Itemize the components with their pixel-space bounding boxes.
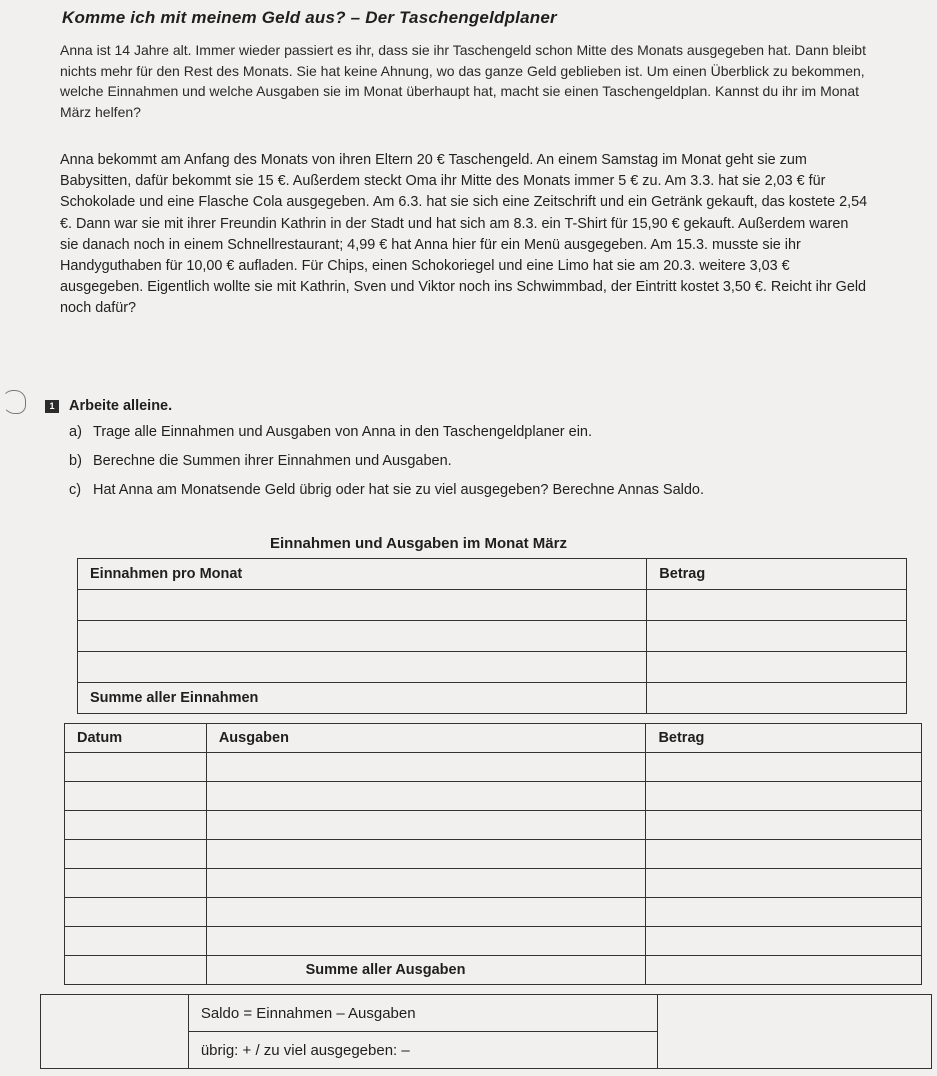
task-item-text: Berechne die Summen ihrer Einnahmen und Ausgaben. [93, 453, 452, 469]
date-cell[interactable] [65, 782, 207, 811]
amount-cell[interactable] [646, 840, 922, 869]
task-number-icon: 1 [45, 400, 59, 413]
income-table [77, 558, 907, 714]
amount-cell[interactable] [646, 753, 922, 782]
expense-cell[interactable] [206, 898, 646, 927]
date-cell [65, 956, 207, 985]
task-item-text: Hat Anna am Monatsende Geld übrig oder hat sie zu viel ausgegeben? Berechne Annas Saldo. [93, 482, 705, 498]
task-block [45, 398, 885, 511]
table-row [65, 898, 922, 927]
saldo-result-cell[interactable] [658, 995, 932, 1069]
task-heading-text: Arbeite alleine. [69, 398, 173, 414]
expense-sum-cell[interactable] [646, 956, 922, 985]
date-cell[interactable] [65, 927, 207, 956]
task-item-c [69, 482, 885, 498]
task-item-text: Trage alle Einnahmen und Ausgaben von Anna in den Taschengeldplaner ein. [93, 424, 593, 440]
saldo-hint: übrig: + / zu viel ausgegeben: – [188, 1032, 658, 1069]
saldo-row [41, 995, 932, 1032]
income-sum-label: Summe aller Einnahmen [78, 683, 647, 714]
income-sum-cell[interactable] [647, 683, 907, 714]
task-item-a [69, 424, 885, 440]
header-expenses: Ausgaben [206, 724, 646, 753]
expense-cell[interactable] [206, 840, 646, 869]
saldo-blank-cell [41, 995, 189, 1069]
income-cell[interactable] [78, 652, 647, 683]
header-date: Datum [65, 724, 207, 753]
story-paragraph: Anna bekommt am Anfang des Monats von ihren Eltern 20 € Taschengeld. An einem Samstag im Monat geht sie zum Babysitten, dafür bekommt sie 15 €. Außerdem steckt Oma ihr Mitte des Monats immer 5 € zu. Am 3.3. hat sie 2,03 € für Schokolade und eine Flasche Cola ausgegeben. Am 6.3. hat sie sich eine Zeitschrift und ein Getränk gekauft, das kostete 2,54 €. Dann war sie mit ihrer Freundin Kathrin in der Stadt und hat sich am 8.3. ein T-Shirt für 15,90 € gekauft. Außerdem waren sie danach noch in einem Schnellrestaurant; 4,99 € hat Anna hier für ein Menü ausgegeben. Am 15.3. musste sie ihr Handyguthaben für 10,00 € aufladen. Für Chips, einen Schokoriegel und eine Limo hat sie am 20.3. weitere 3,03 € ausgegeben. Eigentlich wollte sie mit Kathrin, Sven und Viktor noch ins Schwimmbad, der Eintritt kostet 3,50 €. Reicht ihr Geld noch dafür? [60, 152, 868, 317]
header-amount: Betrag [646, 724, 922, 753]
task-item-letter: b) [69, 453, 82, 469]
table-row [78, 621, 907, 652]
table-row [78, 590, 907, 621]
expense-cell[interactable] [206, 927, 646, 956]
table-row [65, 753, 922, 782]
table-header-row [78, 559, 907, 590]
amount-cell[interactable] [646, 898, 922, 927]
table-row [78, 652, 907, 683]
task-heading [45, 398, 885, 414]
expense-cell[interactable] [206, 782, 646, 811]
amount-cell[interactable] [646, 782, 922, 811]
expense-cell[interactable] [206, 811, 646, 840]
income-sum-row [78, 683, 907, 714]
amount-cell[interactable] [647, 652, 907, 683]
income-cell[interactable] [78, 590, 647, 621]
saldo-formula: Saldo = Einnahmen – Ausgaben [188, 995, 658, 1032]
task-item-b [69, 453, 885, 469]
table-row [65, 869, 922, 898]
intro-paragraph: Anna ist 14 Jahre alt. Immer wieder passiert es ihr, dass sie ihr Taschengeld schon Mitte des Monats ausgegeben hat. Dann bleibt nichts mehr für den Rest des Monats. Sie hat keine Ahnung, wo das ganze Geld geblieben ist. Um einen Überblick zu bekommen, welche Einnahmen und welche Ausgaben sie im Monat überhaupt hat, macht sie einen Taschengeldplan. Kannst du ihr im Monat März helfen? [60, 42, 866, 120]
date-cell[interactable] [65, 898, 207, 927]
expense-sum-row [65, 956, 922, 985]
header-income: Einnahmen pro Monat [78, 559, 647, 590]
amount-cell[interactable] [647, 590, 907, 621]
table-row [65, 840, 922, 869]
table-caption: Einnahmen und Ausgaben im Monat März [270, 535, 567, 552]
table-row [65, 811, 922, 840]
table-header-row [65, 724, 922, 753]
amount-cell[interactable] [646, 869, 922, 898]
expense-table [64, 723, 922, 985]
task-item-letter: c) [69, 482, 82, 498]
expense-cell[interactable] [206, 869, 646, 898]
task-item-letter: a) [69, 424, 82, 440]
date-cell[interactable] [65, 840, 207, 869]
amount-cell[interactable] [646, 927, 922, 956]
amount-cell[interactable] [647, 621, 907, 652]
table-row [65, 927, 922, 956]
amount-cell[interactable] [646, 811, 922, 840]
page-title: Komme ich mit meinem Geld aus? – Der Taschengeldplaner [62, 8, 557, 27]
header-amount: Betrag [647, 559, 907, 590]
decorative-curl-icon [2, 390, 26, 414]
expense-sum-label: Summe aller Ausgaben [206, 956, 646, 985]
date-cell[interactable] [65, 869, 207, 898]
saldo-table [40, 994, 932, 1069]
income-cell[interactable] [78, 621, 647, 652]
date-cell[interactable] [65, 753, 207, 782]
table-row [65, 782, 922, 811]
date-cell[interactable] [65, 811, 207, 840]
expense-cell[interactable] [206, 753, 646, 782]
